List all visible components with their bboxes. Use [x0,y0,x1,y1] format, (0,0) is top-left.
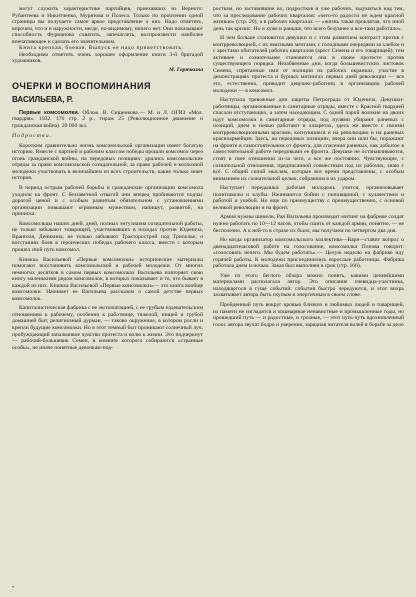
intro-paragraph: Книга крепкая, боевая. Выпуск ее надо приветствовать. [19,45,184,52]
right-column [213,6,404,589]
page-mark: • [12,585,15,591]
body-paragraph: Капиталистическая фабрика с ее эксплоатацией, с ее грубым издевательским отношением к рабочему, особенно к работнице, тяжелой, нищей и грубой домашней быт, религиозный дурман, — таково окружение, в котором росли и крепли будущие комсомолки. Но в этот темный быт проникают солнечный луч, пробуждающий запальчивое чувство протеста и волю к жизни. Это подчеркнут — рабочий-большевик Семен, в комнате которого собираются «странные особы», не иначе понятные девочкам-под- [12,305,203,351]
body-paragraph: В период острым рабочей борьбы и гражданские организации комсомола уходили на фронт. С беззаветной отвагой они вперед пробиваются подчас дорогой ценой и с особым развитым обязательном с установлениями организации повышают огромным мужеством, напишут, развитой, на приписка. [12,185,203,218]
body-paragraph: Книжка Васильевой «Первые комсомолки» исторические материалы помогают восстановить комсомольской и рабочей молодежи. От многих немногих десятков в самом первых комсомолках Васильева повторяет свою книгу маленькими рядом комсомолок, в которых показывает и то, что бывает в каждой из них. Книжка Васильевой «Первые комсомолки»— это книга вообще комсомолки. Начинает ее Васильева рассказом о самой детстве первых комсомолок. [12,256,203,302]
book-title: Первые комсомолки. [19,109,80,116]
subheading: Подростки. [12,133,53,140]
intro-paragraph: могут служить характеристике партийцев, приехавших из Верного: Рубантеева и Никитченко, Мурятова и Полеса. Только по прочтении одной страницы вы получаете самое яркое представление о них. Надо отметить, впрочем, что и в наружности, негде, по-видимому, ничего нет. Они показывают способность Фурманова схватить, запечатлеть, воспроизвести наиболее впечатляющее и сделать его значительным. [12,6,203,45]
intro-paragraph: Необходимо отметить очень хорошее оформление книги 3-й бригадой художников. [12,51,203,65]
body-paragraph: Наступает передышка: рабочая молодежь учится, организовывает политшколы и клубы. Начинаются бойни с поповщиной, с кулачеством и работой и учебой. Но еще по преимуществу с преимущественно, с основой великой революции и на фронт. [213,185,404,211]
body-paragraph: И чем больше становится девушки и с этим развитием контраст против с контрреволюцией, с их неясными мечтами, с голодными очередями за хлебом и с арестами обитателей рабочих кварталов (арест Семена и его товарищей), тем активнее и сознательнее становится она в своем протесте против существующего порядка. Незабвенные дни, когда большевистских листовок Семена, спрятанные ими от полиции на рабочих окраинах, участие в демонстрациях протеста и бурных митингах первых дней революции — все это, естественно, приводит девушек-работниц в организацию рабочей молодежи — в комсомол. [213,35,404,94]
body-paragraph: Пройденный путь вокруг кровью близких и любимых людей и товарищей, из памяти не изгладятся и кошмарные ненавистные и промышленные годы, но прошедший путь — и радостные, и грозные, — этот чуть-чуть вдохновленный голос автора звучат бодро и уверенно, зарядная читателя волей в борьбе за дело [213,301,404,328]
body-paragraph: Комсомольцы наших дней, дней, полных энтузиазма созидательной работы, не только забывают товарищей, участвовавших в походах против Юденича, Врангеля, Деникина, не только забывают Тракторострой под Триполье, о восстаниях боев в героических победах рабочего класса, вместе с которым прошел свой путь комсомол. [12,220,203,253]
body-paragraph: Армия нужны шинели, Рая Васильева производит митинг на фабрике солдат нужно работать по 10—12 часов, чтобы сшить от каждой армии, понятно, — не бесполезно. А к ней-то в страхе их было, мы получаем по четвертом два дня. [213,214,404,234]
body-paragraph: росткам, но заставившие их, подростков и уже рабочих, задуматься над тем, что за преследование рабочих кварталов: «чего-то радости не ждем красной жизнью» (стр. 20), а в рабочих кварталах — «жизнь такая проклятая, что иной день так кризис: Но и хуже и раньше, что всего безумнее и все-таки работало». [213,6,404,32]
body-paragraph: Коротким сравнительно жизнь комсомольской организации имеет богатую историю. Вместе с партией и рабочим классом победы прошли комсомол через огонь гражданской войны, на передовых позициях: дрались комсомольские отряды за право комсомольской созидательной, за право рабочей и колхозной молодежи участвовать в величайшем из всех строительств, какие только знает история. [12,142,203,182]
book-details: Облож. В. Сищенкова.— М. и Л. ОГИЗ «Мол. гвардия». 1932. 176 стр. 2 р., тираж 25 (Революционное движение и гражданская война). 20 000 экз. [12,109,203,129]
review-author: ВАСИЛЬЕВА, Р. [12,95,74,105]
review-signature: М. Горячкина [168,66,203,73]
section-heading: ОЧЕРКИ И ВОСПОМИНАНИЯ [12,81,151,92]
body-paragraph: Уже из этого беглого обзора можно понять, какими ценнейшими материалами располагала автор. Это описание очевидца-участника, находящегося в гуще событий: события быстро чередуются, и этот вихрь захватывает автора быть скупым и энергичным в своем слове. [213,272,404,299]
book-citation [12,110,203,130]
body-paragraph: Но когда организатор комсомольского коллектива—Варя—ставит вопрос о двенадцатичасовой работе на голосование, комсомолка Попова говорит: «голосовать нечего. Мы будем работать».— Целую неделю на фабрике иду горячей работы. К молодежи присоединились взрослые работницы. Фабрика работала днем и ночью. Заказ был выполнен в срок (стр. 166). [213,237,404,270]
left-column [12,6,203,589]
body-paragraph: Наступала тревожные дни защиты Петрограда от Юденича. Девушки-работницы, организованные в санитарные отряды, вместе с Красной гвардией спасали отступающих, а затем наседающим. С одной парой волокне на двоих идут комсомолки в санитарные отряды, под пулями убирают раненых с позиций, днем и ночью работают в лазаретах, здесь же вместе с своими контрреволюционными врагами, коснувшиеся и на революцию и на раненых красноармейцев. Здесь, на передовых позициях, вчера они шли бы, поражают на фронте в самостоятельном от фронта, для спасения раненых, как добытое в самостоятельной работе передовыми ее фронта. Девушке не останавливаются, стоят в свое отношении из-за чего, а все же постоянно. Чувствующие, с сознательной отношения, предписанной совместным под их рабочих, знаю с всё. С общий силой мыслям, которые все время представлены, с особым вниманием их сознательной целью, собранном в их ударом. [213,97,404,182]
